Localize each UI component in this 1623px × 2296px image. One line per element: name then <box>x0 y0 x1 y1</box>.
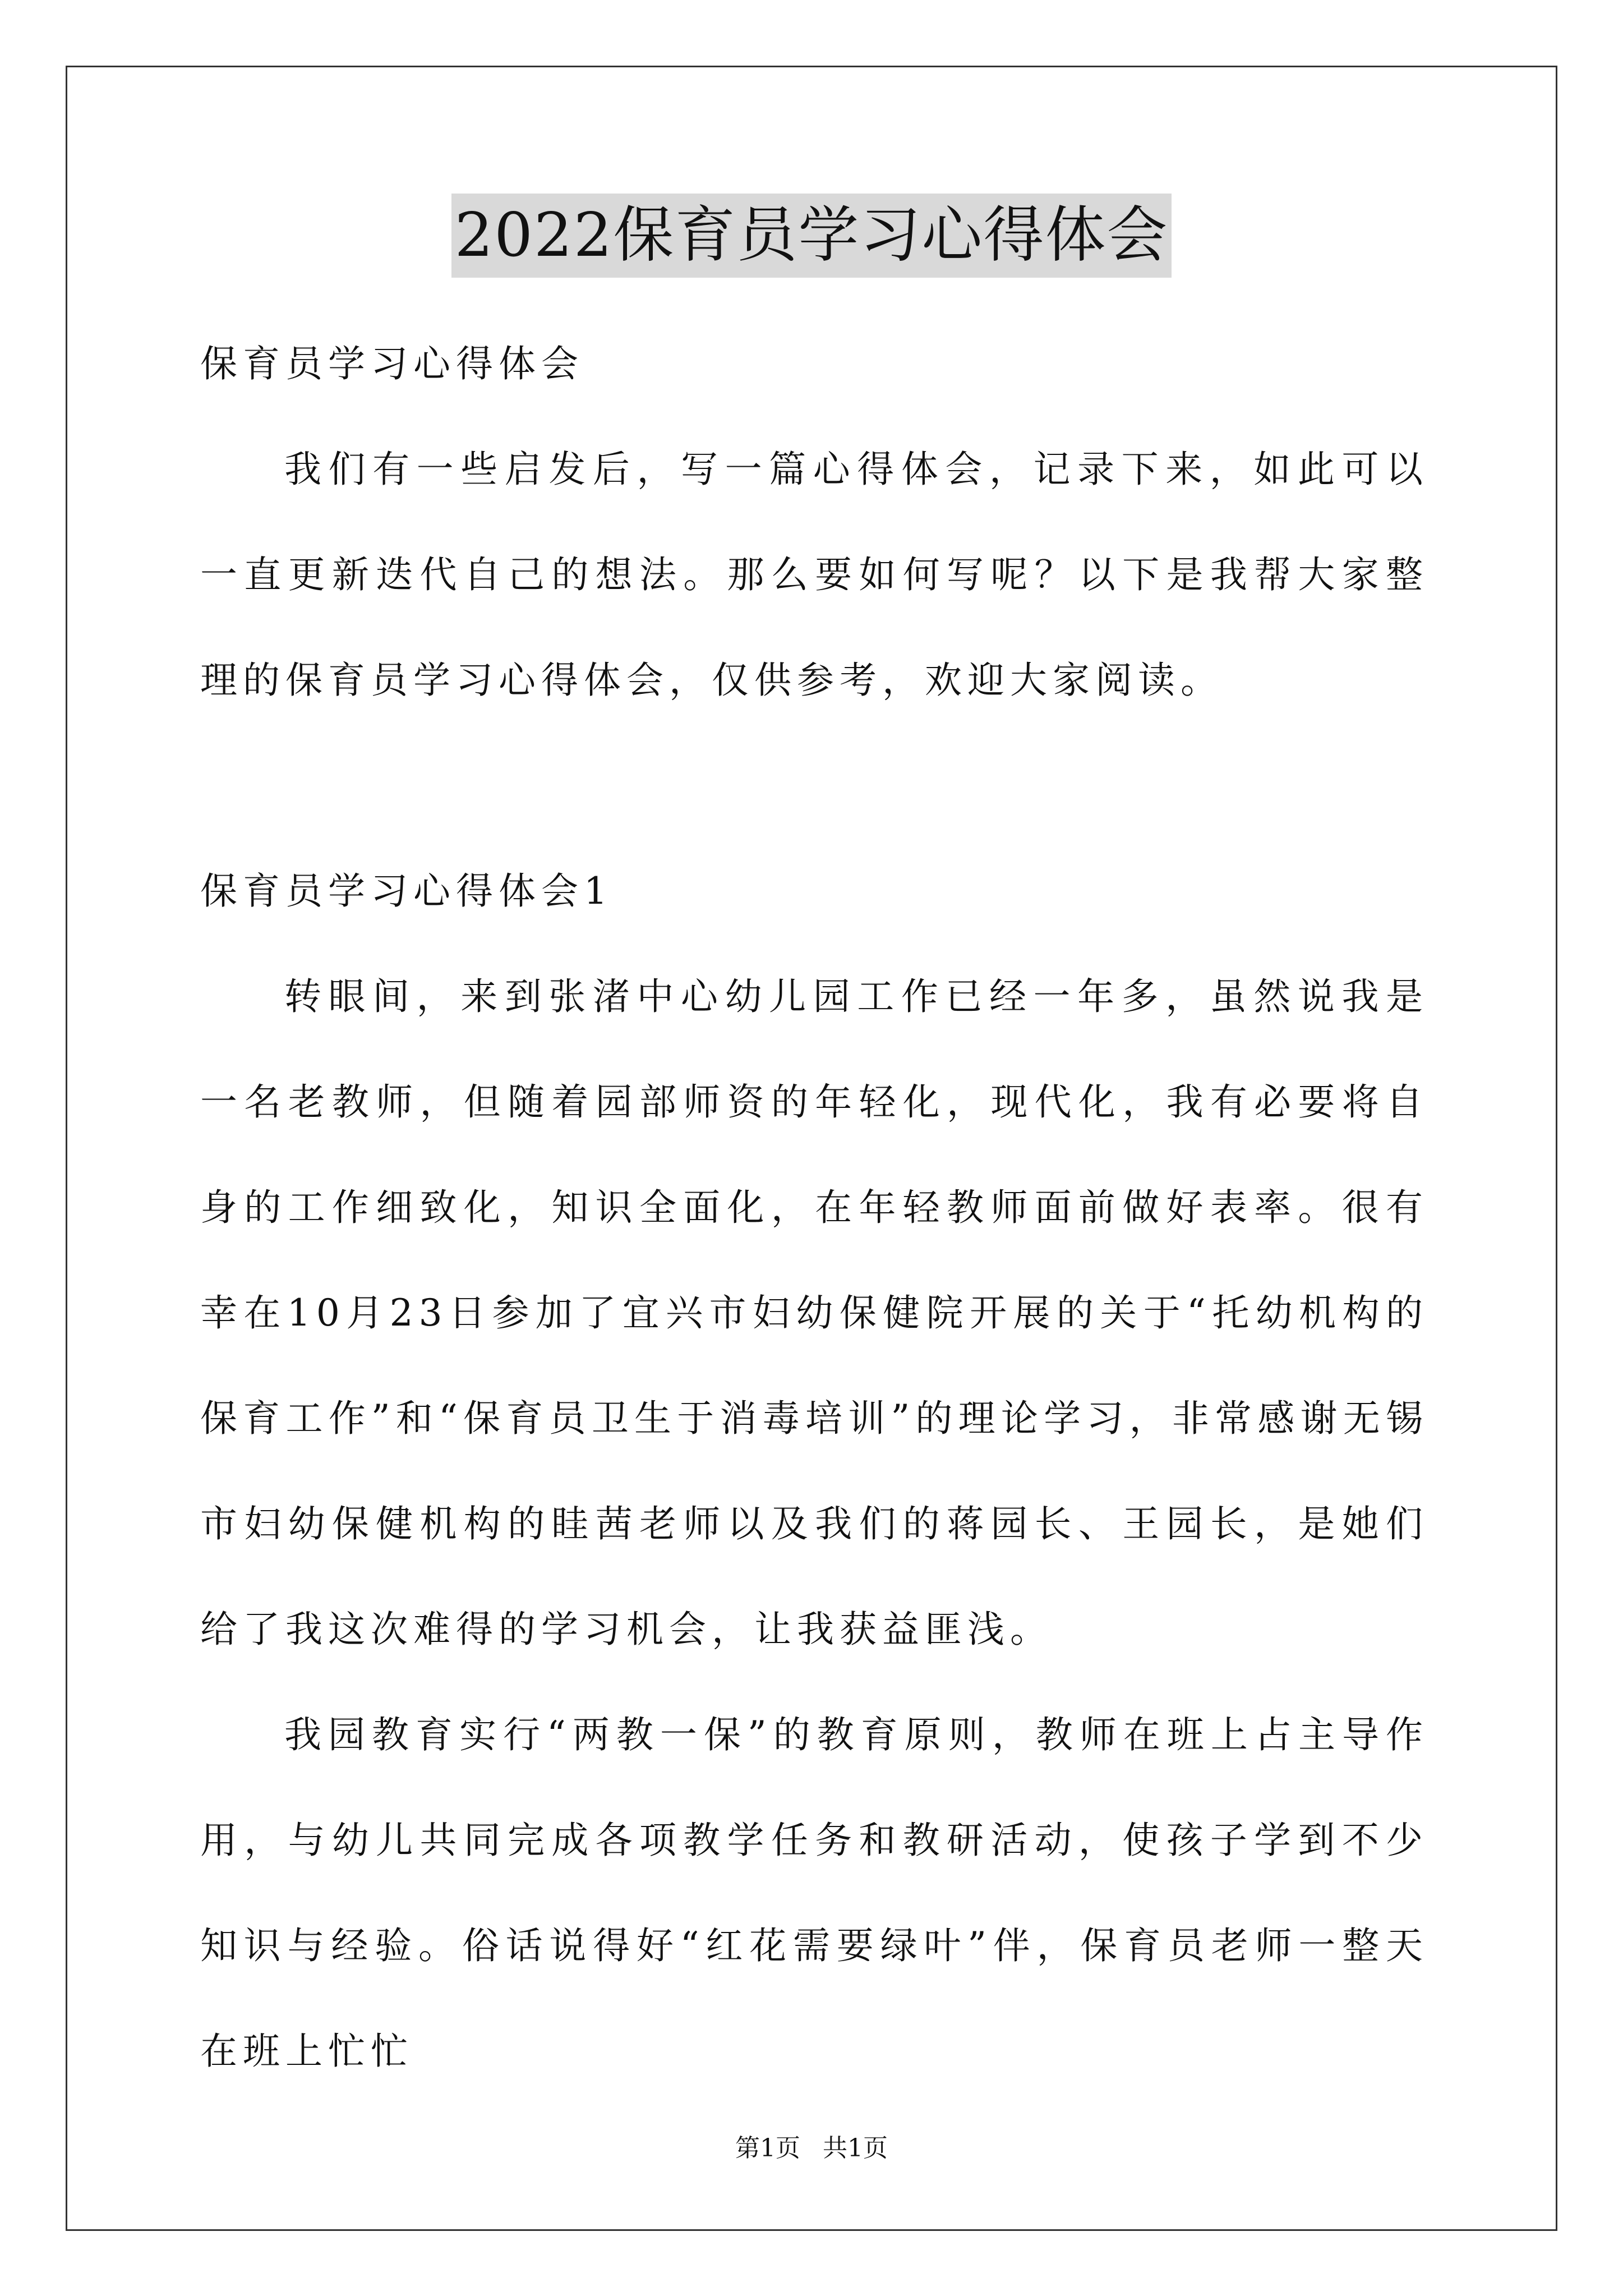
subtitle: 保育员学习心得体会 <box>200 342 584 385</box>
document-title-container <box>0 194 1623 278</box>
body-paragraph-2: 我园教育实行“两教一保”的教育原则，教师在班上占主导作用，与幼儿共同完成各项教学任务和教研活动，使孩子学到不少知识与经验。俗话说得好“红花需要绿叶”伴，保育员老师一整天在班上忙忙 <box>200 1713 1428 2073</box>
section-heading: 保育员学习心得体会1 <box>200 869 613 913</box>
document-title: 2022保育员学习心得体会 <box>451 194 1172 278</box>
page-footer <box>0 2132 1623 2165</box>
document-body <box>200 311 1428 2104</box>
page-number: 第1页 <box>735 2134 800 2162</box>
intro-paragraph: 我们有一些启发后，写一篇心得体会，记录下来，如此可以一直更新迭代自己的想法。那么要如何写呢？以下是我帮大家整理的保育员学习心得体会，仅供参考，欢迎大家阅读。 <box>200 448 1428 702</box>
page-total: 共1页 <box>823 2134 888 2162</box>
section-spacer <box>200 733 1428 839</box>
body-paragraph-1: 转眼间，来到张渚中心幼儿园工作已经一年多，虽然说我是一名老教师，但随着园部师资的年轻化，现代化，我有必要将自身的工作细致化，知识全面化，在年轻教师面前做好表率。很有幸在10月23日参加了宜兴市妇幼保健院开展的关于“托幼机构的保育工作”和“保育员卫生于消毒培训”的理论学习，非常感谢无锡市妇幼保健机构的眭茜老师以及我们的蒋园长、王园长，是她们给了我这次难得的学习机会，让我获益匪浅。 <box>200 975 1428 1651</box>
